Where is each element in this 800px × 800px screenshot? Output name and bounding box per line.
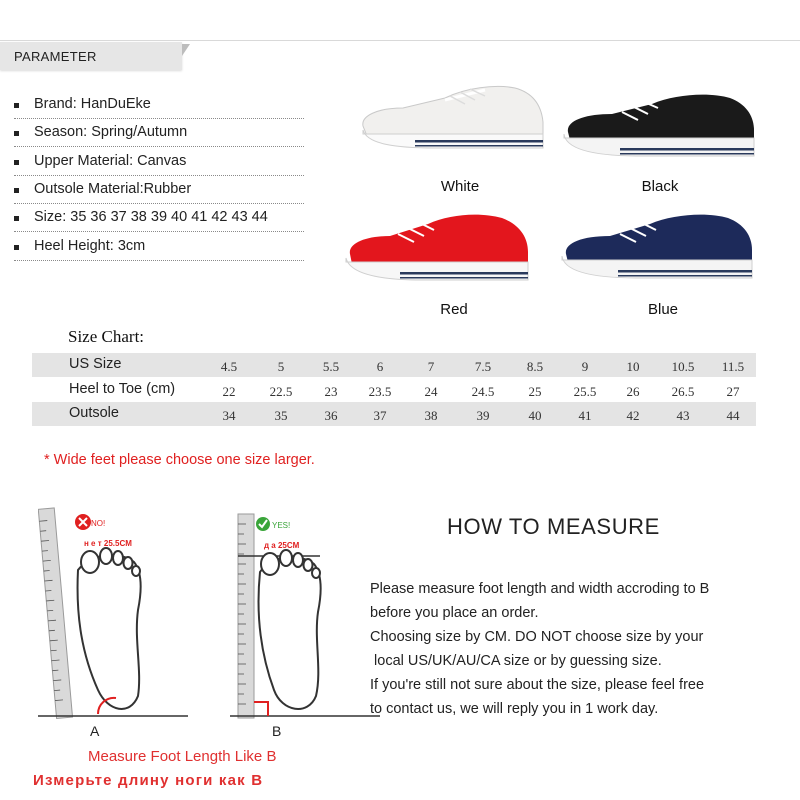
size-chart-cell: 35 [274, 408, 288, 423]
bullet [14, 216, 19, 221]
row-label: US Size [69, 356, 122, 372]
white-shoe-image [355, 78, 550, 160]
size-chart-cell: 26.5 [671, 384, 695, 399]
measure-instruction-line: Choosing size by CM. DO NOT choose size by your [370, 629, 704, 645]
measure-caption-english: Measure Foot Length Like B [88, 748, 277, 765]
no-badge-text: NO! [91, 519, 106, 528]
shoe-label-red: Red [440, 301, 468, 318]
wide-feet-note: * Wide feet please choose one size larger. [44, 452, 315, 468]
right-ruler-reading: д а 25CM [264, 541, 300, 550]
size-chart-cell: 8.5 [526, 359, 544, 374]
size-chart-cell: 11.5 [721, 359, 745, 374]
size-chart-cell: 22.5 [269, 384, 293, 399]
param-row-brand [14, 94, 304, 119]
how-to-measure-title: HOW TO MEASURE [447, 514, 660, 539]
measure-instruction-line: If you're still not sure about the size, please feel free [370, 677, 705, 693]
param-row-heel [14, 236, 304, 261]
param-upper-material: Upper Material: Canvas [34, 153, 187, 169]
bullet [14, 103, 19, 108]
bullet [14, 245, 19, 250]
parameter-tab [0, 42, 182, 70]
measure-instruction-line: to contact us, we will reply you in 1 work day. [370, 701, 659, 717]
param-season: Season: Spring/Autumn [34, 124, 188, 140]
param-outsole-material: Outsole Material:Rubber [34, 181, 192, 197]
red-shoe-image [340, 208, 535, 290]
point-a-label: A [90, 723, 100, 739]
size-chart-cell: 6 [376, 359, 384, 374]
size-chart-cell: 24 [424, 384, 438, 399]
shoe-label-blue: Blue [647, 301, 679, 318]
row-label: Heel to Toe (cm) [69, 381, 176, 397]
size-chart-cell: 22 [222, 384, 236, 399]
size-chart-cell: 25 [528, 384, 542, 399]
param-row-upper [14, 151, 304, 176]
measure-caption-russian: Измерьте длину ноги как В [33, 772, 264, 789]
size-chart-row-outsole [32, 402, 756, 426]
size-chart-cell: 5.5 [322, 359, 340, 374]
black-shoe-image [560, 88, 760, 166]
size-chart-cell: 10.5 [671, 359, 695, 374]
shoe-label-white: White [440, 178, 480, 195]
shoe-label-black: Black [641, 178, 679, 195]
size-chart-cell: 7 [427, 359, 435, 374]
bullet [14, 160, 19, 165]
measure-instruction-line: local US/UK/AU/CA size or by guessing size. [370, 653, 662, 669]
size-chart-cell: 4.5 [220, 359, 238, 374]
size-chart-cell: 5 [277, 359, 285, 374]
size-chart-cell: 10 [626, 359, 640, 374]
size-chart-cell: 27 [726, 384, 740, 399]
size-chart-cell: 23 [324, 384, 338, 399]
size-chart-cell: 44 [726, 408, 740, 423]
param-row-season [14, 122, 304, 147]
size-chart-cell: 38 [424, 408, 438, 423]
size-chart-row-cm [32, 378, 756, 402]
bullet [14, 188, 19, 193]
param-brand: Brand: HanDuEke [34, 96, 151, 112]
size-chart-cell: 36 [324, 408, 338, 423]
yes-badge-text: YES! [272, 521, 291, 530]
wrong-measure-illustration [38, 500, 188, 740]
size-chart-cell: 23.5 [368, 384, 392, 399]
measure-instruction-line: Please measure foot length and width accroding to B [370, 581, 710, 597]
size-chart-cell: 39 [476, 408, 490, 423]
bullet [14, 131, 19, 136]
size-chart-title: Size Chart: [68, 327, 145, 346]
wrong-ruler-reading: н е т 25.5CM [84, 539, 132, 548]
size-chart-cell: 9 [581, 359, 589, 374]
size-chart-cell: 37 [373, 408, 387, 423]
param-row-size [14, 207, 304, 232]
size-chart-cell: 41 [578, 408, 592, 423]
size-chart-cell: 25.5 [573, 384, 597, 399]
parameter-tab-label: PARAMETER [14, 49, 97, 64]
point-b-label: B [272, 723, 282, 739]
blue-shoe-image [558, 210, 758, 290]
size-chart-cell: 34 [222, 408, 236, 423]
size-chart-row-us [32, 353, 756, 377]
size-chart-cell: 43 [676, 408, 690, 423]
right-measure-illustration [230, 500, 380, 740]
param-row-outsole [14, 179, 304, 204]
row-label: Outsole [69, 405, 119, 421]
size-chart-cell: 42 [626, 408, 640, 423]
measure-instruction-line: before you place an order. [370, 605, 539, 621]
size-chart-cell: 24.5 [471, 384, 495, 399]
top-divider [0, 40, 800, 41]
size-chart-cell: 26 [626, 384, 640, 399]
param-size: Size: 35 36 37 38 39 40 41 42 43 44 [34, 209, 268, 225]
param-heel-height: Heel Height: 3cm [34, 238, 146, 254]
tab-fold [182, 44, 190, 56]
size-chart-cell: 7.5 [474, 359, 492, 374]
size-chart-cell: 40 [528, 408, 542, 423]
